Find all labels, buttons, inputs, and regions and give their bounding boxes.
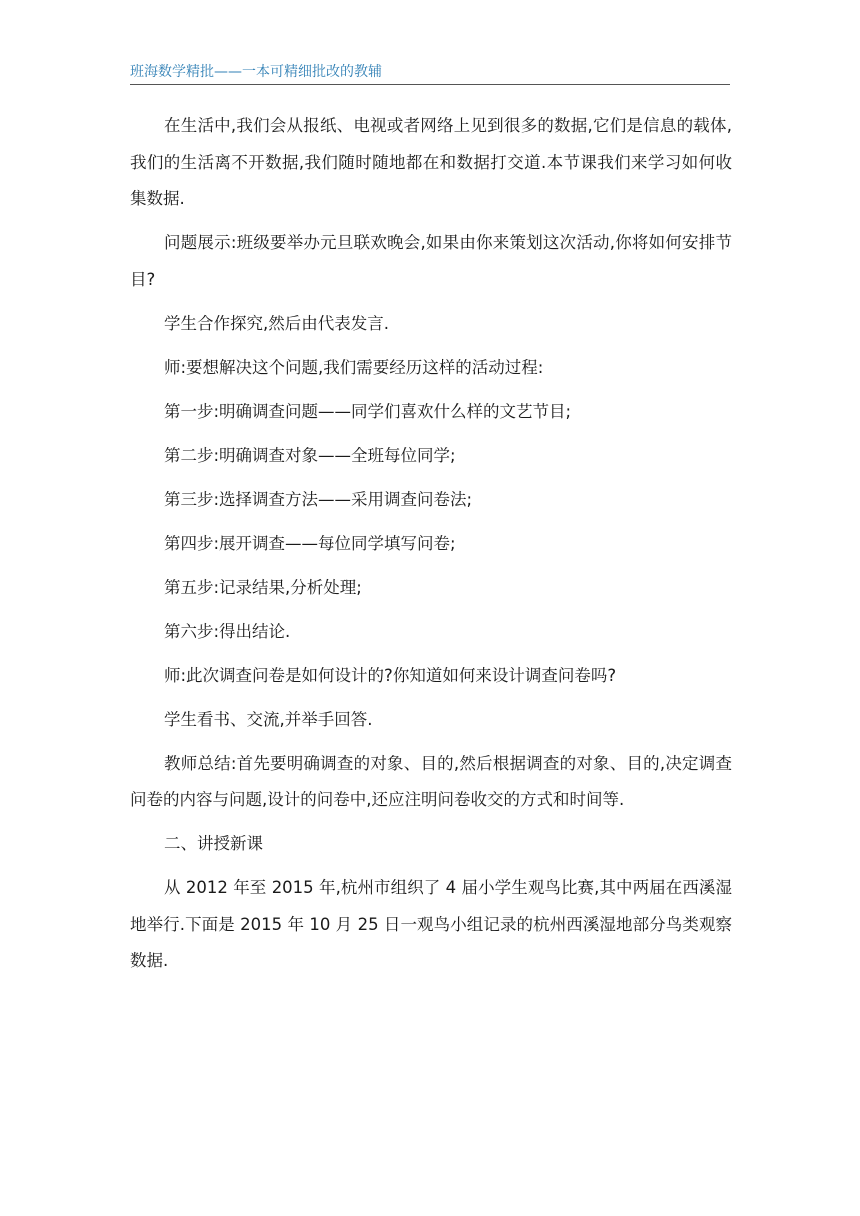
paragraph-student-answer: 学生看书、交流,并举手回答. bbox=[164, 709, 373, 729]
paragraph-step-2: 第二步:明确调查对象——全班每位同学; bbox=[164, 445, 456, 465]
document-body bbox=[130, 108, 732, 980]
paragraph-teacher: 师:要想解决这个问题,我们需要经历这样的活动过程: bbox=[164, 357, 544, 377]
section-heading-new-lesson: 二、讲授新课 bbox=[164, 834, 263, 853]
paragraph-step-5: 第五步:记录结果,分析处理; bbox=[164, 577, 362, 597]
paragraph-step-6: 第六步:得出结论. bbox=[164, 621, 291, 641]
paragraph-student-discussion: 学生合作探究,然后由代表发言. bbox=[164, 313, 389, 333]
page-header bbox=[130, 62, 730, 85]
header-title: 班海数学精批——一本可精细批改的教辅 bbox=[130, 64, 382, 80]
paragraph-problem: 问题展示:班级要举办元旦联欢晚会,如果由你来策划这次活动,你将如何安排节目? bbox=[130, 233, 732, 289]
paragraph-teacher-summary: 教师总结:首先要明确调查的对象、目的,然后根据调查的对象、目的,决定调查问卷的内容与问题,设计的问卷中,还应注明问卷收交的方式和时间等. bbox=[130, 753, 732, 809]
paragraph-step-3: 第三步:选择调查方法——采用调查问卷法; bbox=[164, 489, 473, 509]
paragraph-step-4: 第四步:展开调查——每位同学填写问卷; bbox=[164, 533, 456, 553]
paragraph-teacher-question: 师:此次调查问卷是如何设计的?你知道如何来设计调查问卷吗? bbox=[164, 665, 617, 685]
paragraph-intro: 在生活中,我们会从报纸、电视或者网络上见到很多的数据,它们是信息的载体,我们的生活离不开数据,我们随时随地都在和数据打交道.本节课我们来学习如何收集数据. bbox=[130, 116, 732, 208]
paragraph-step-1: 第一步:明确调查问题——同学们喜欢什么样的文艺节目; bbox=[164, 401, 572, 421]
paragraph-bird-watching: 从 2012 年至 2015 年,杭州市组织了 4 届小学生观鸟比赛,其中两届在西溪湿地举行.下面是 2015 年 10 月 25 日一观鸟小组记录的杭州西溪湿地部分鸟类观察数据. bbox=[130, 878, 732, 970]
